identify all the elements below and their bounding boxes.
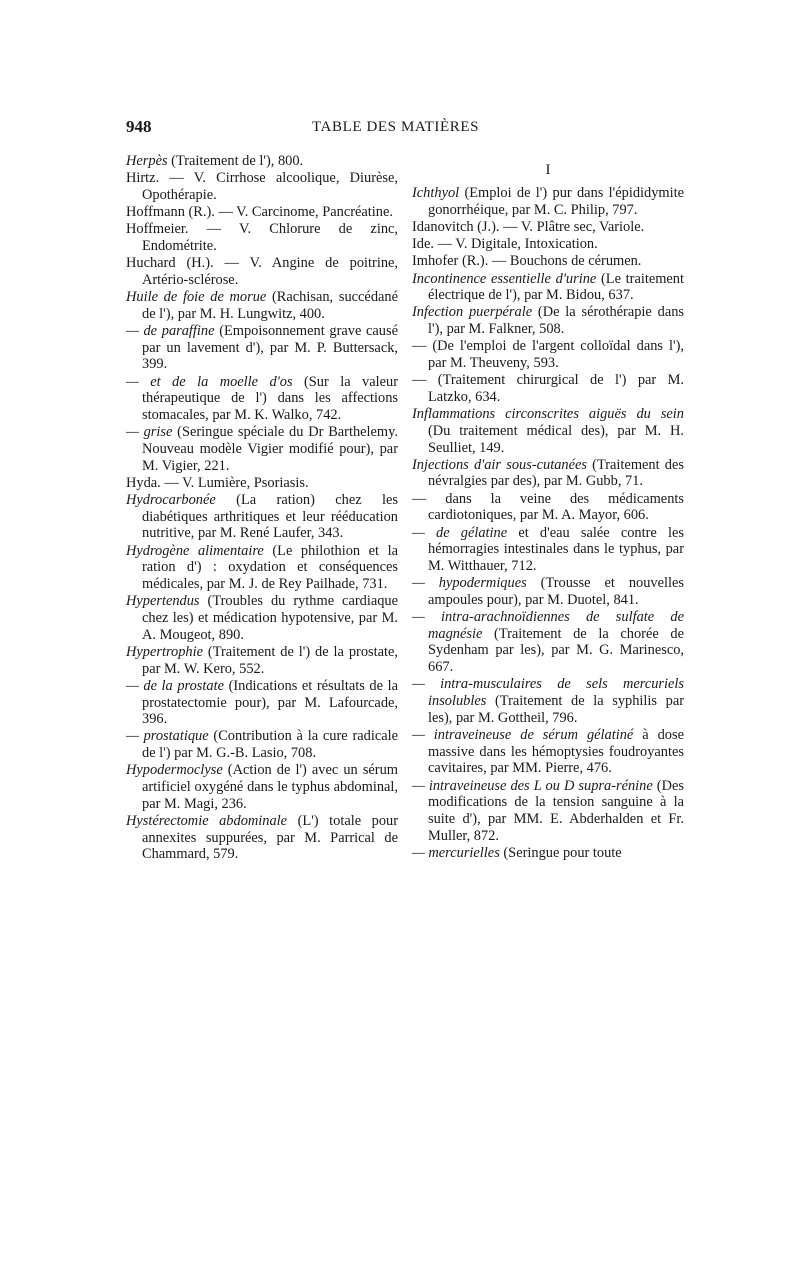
index-entry: Ide. — V. Digitale, Intoxication. <box>412 236 598 253</box>
index-entry: Inflammations circonscrites aiguës du sein (Du traitement médical des), par M. H. Seulliet, 149. <box>412 406 684 456</box>
index-entry: Hoffmeier. — V. Chlorure de zinc, Endométrite. <box>126 221 398 255</box>
index-entry: Hyda. — V. Lumière, Psoriasis. <box>126 474 309 491</box>
page-number: 948 <box>126 117 152 136</box>
index-entry: — intra-musculaires de sels mercuriels insolubles (Traitement de la syphilis par les), par M. Gottheil, 796. <box>412 676 684 726</box>
index-entry: — intraveineuse de sérum gélatiné à dose massive dans les hémoptysies foudroyantes cavitaires, par MM. Pierre, 476. <box>412 727 684 777</box>
index-entry: Hypertendus (Troubles du rythme cardiaque chez les) et médication hypotensive, par M. A. Mougeot, 890. <box>126 593 398 643</box>
section-letter-heading: I <box>545 162 551 178</box>
running-title: TABLE DES MATIÈRES <box>312 119 480 135</box>
index-entry: Infection puerpérale (De la sérothérapie dans l'), par M. Falkner, 508. <box>412 304 685 338</box>
index-entry: — et de la moelle d'os (Sur la valeur thérapeutique de l') dans les affections stomacales, par M. K. Walko, 742. <box>126 373 398 424</box>
index-entry: — intraveineuse des L ou D supra-rénine (Des modifications de la tension sanguine à la suite d'), par MM. E. Abderhalden et Fr. Muller, 872. <box>412 777 684 844</box>
index-entry: Incontinence essentielle d'urine (Le traitement électrique de l'), par M. Bidou, 637. <box>412 270 684 304</box>
index-entry: — prostatique (Contribution à la cure radicale de l') par M. G.-B. Lasio, 708. <box>126 728 399 762</box>
index-entry: Injections d'air sous-cutanées (Traitement des névralgies par des), par M. Gubb, 71. <box>412 456 684 490</box>
index-entry: — (De l'emploi de l'argent colloïdal dans l'), par M. Theuveny, 593. <box>412 338 684 372</box>
index-entry: Hoffmann (R.). — V. Carcinome, Pancréatine. <box>126 204 393 221</box>
index-entry: Hypodermoclyse (Action de l') avec un sérum artificiel oxygéné dans le typhus abdominal, par M. Magi, 236. <box>126 762 398 812</box>
index-entry: — grise (Seringue spéciale du Dr Barthelemy. Nouveau modèle Vigier modifié pour), par M. Vigier, 221. <box>126 424 398 474</box>
index-entry: — mercurielles (Seringue pour toute <box>412 844 622 861</box>
index-entry: — dans la veine des médicaments cardiotoniques, par M. A. Mayor, 606. <box>412 490 684 524</box>
index-entry: Idanovitch (J.). — V. Plâtre sec, Variole. <box>412 218 645 235</box>
index-entry: Hypertrophie (Traitement de l') de la prostate, par M. W. Kero, 552. <box>126 643 398 677</box>
index-entry: — de paraffine (Empoisonnement grave causé par un lavement d'), par M. P. Buttersack, 399. <box>126 323 398 373</box>
index-entry: Hirtz. — V. Cirrhose alcoolique, Diurèse, Opothérapie. <box>126 170 398 203</box>
index-entry: Huchard (H.). — V. Angine de poitrine, Artério-sclérose. <box>126 255 398 288</box>
index-entry: Ichthyol (Emploi de l') pur dans l'épididymite gonorrhéique, par M. C. Philip, 797. <box>412 185 684 218</box>
index-entry: Huile de foie de morue (Rachisan, succédané de l'), par M. H. Lungwitz, 400. <box>126 289 398 322</box>
index-entry: — (Traitement chirurgical de l') par M. Latzko, 634. <box>412 372 684 405</box>
index-entry: — de gélatine et d'eau salée contre les hémorragies intestinales dans le typhus, par M. Witthauer, 712. <box>412 524 684 574</box>
index-column-left <box>126 153 398 863</box>
page-header <box>126 117 686 139</box>
index-entry: Imhofer (R.). — Bouchons de cérumen. <box>412 253 642 270</box>
index-entry: — de la prostate (Indications et résultats de la prostatectomie pour), par M. Lafourcade, 396. <box>126 677 398 728</box>
index-entry: Hydrogène alimentaire (Le philothion et la ration d') : oxydation et conséquences médicales, par M. J. de Rey Pailhade, 731. <box>126 542 399 593</box>
index-column-right <box>412 153 684 862</box>
index-entry: Hystérectomie abdominale (L') totale pour annexites suppurées, par M. Parrical de Chammard, 579. <box>126 812 399 863</box>
index-entry: — hypodermiques (Trousse et nouvelles ampoules pour), par M. Duotel, 841. <box>412 575 684 608</box>
index-entry: — intra-arachnoïdiennes de sulfate de magnésie (Traitement de la chorée de Sydenham par les), par M. G. Marinesco, 667. <box>412 609 684 676</box>
index-entry: Hydrocarbonée (La ration) chez les diabétiques arthritiques et leur rééducation nutritive, par M. René Laufer, 343. <box>126 492 398 542</box>
index-entry: Herpès (Traitement de l'), 800. <box>126 153 304 169</box>
